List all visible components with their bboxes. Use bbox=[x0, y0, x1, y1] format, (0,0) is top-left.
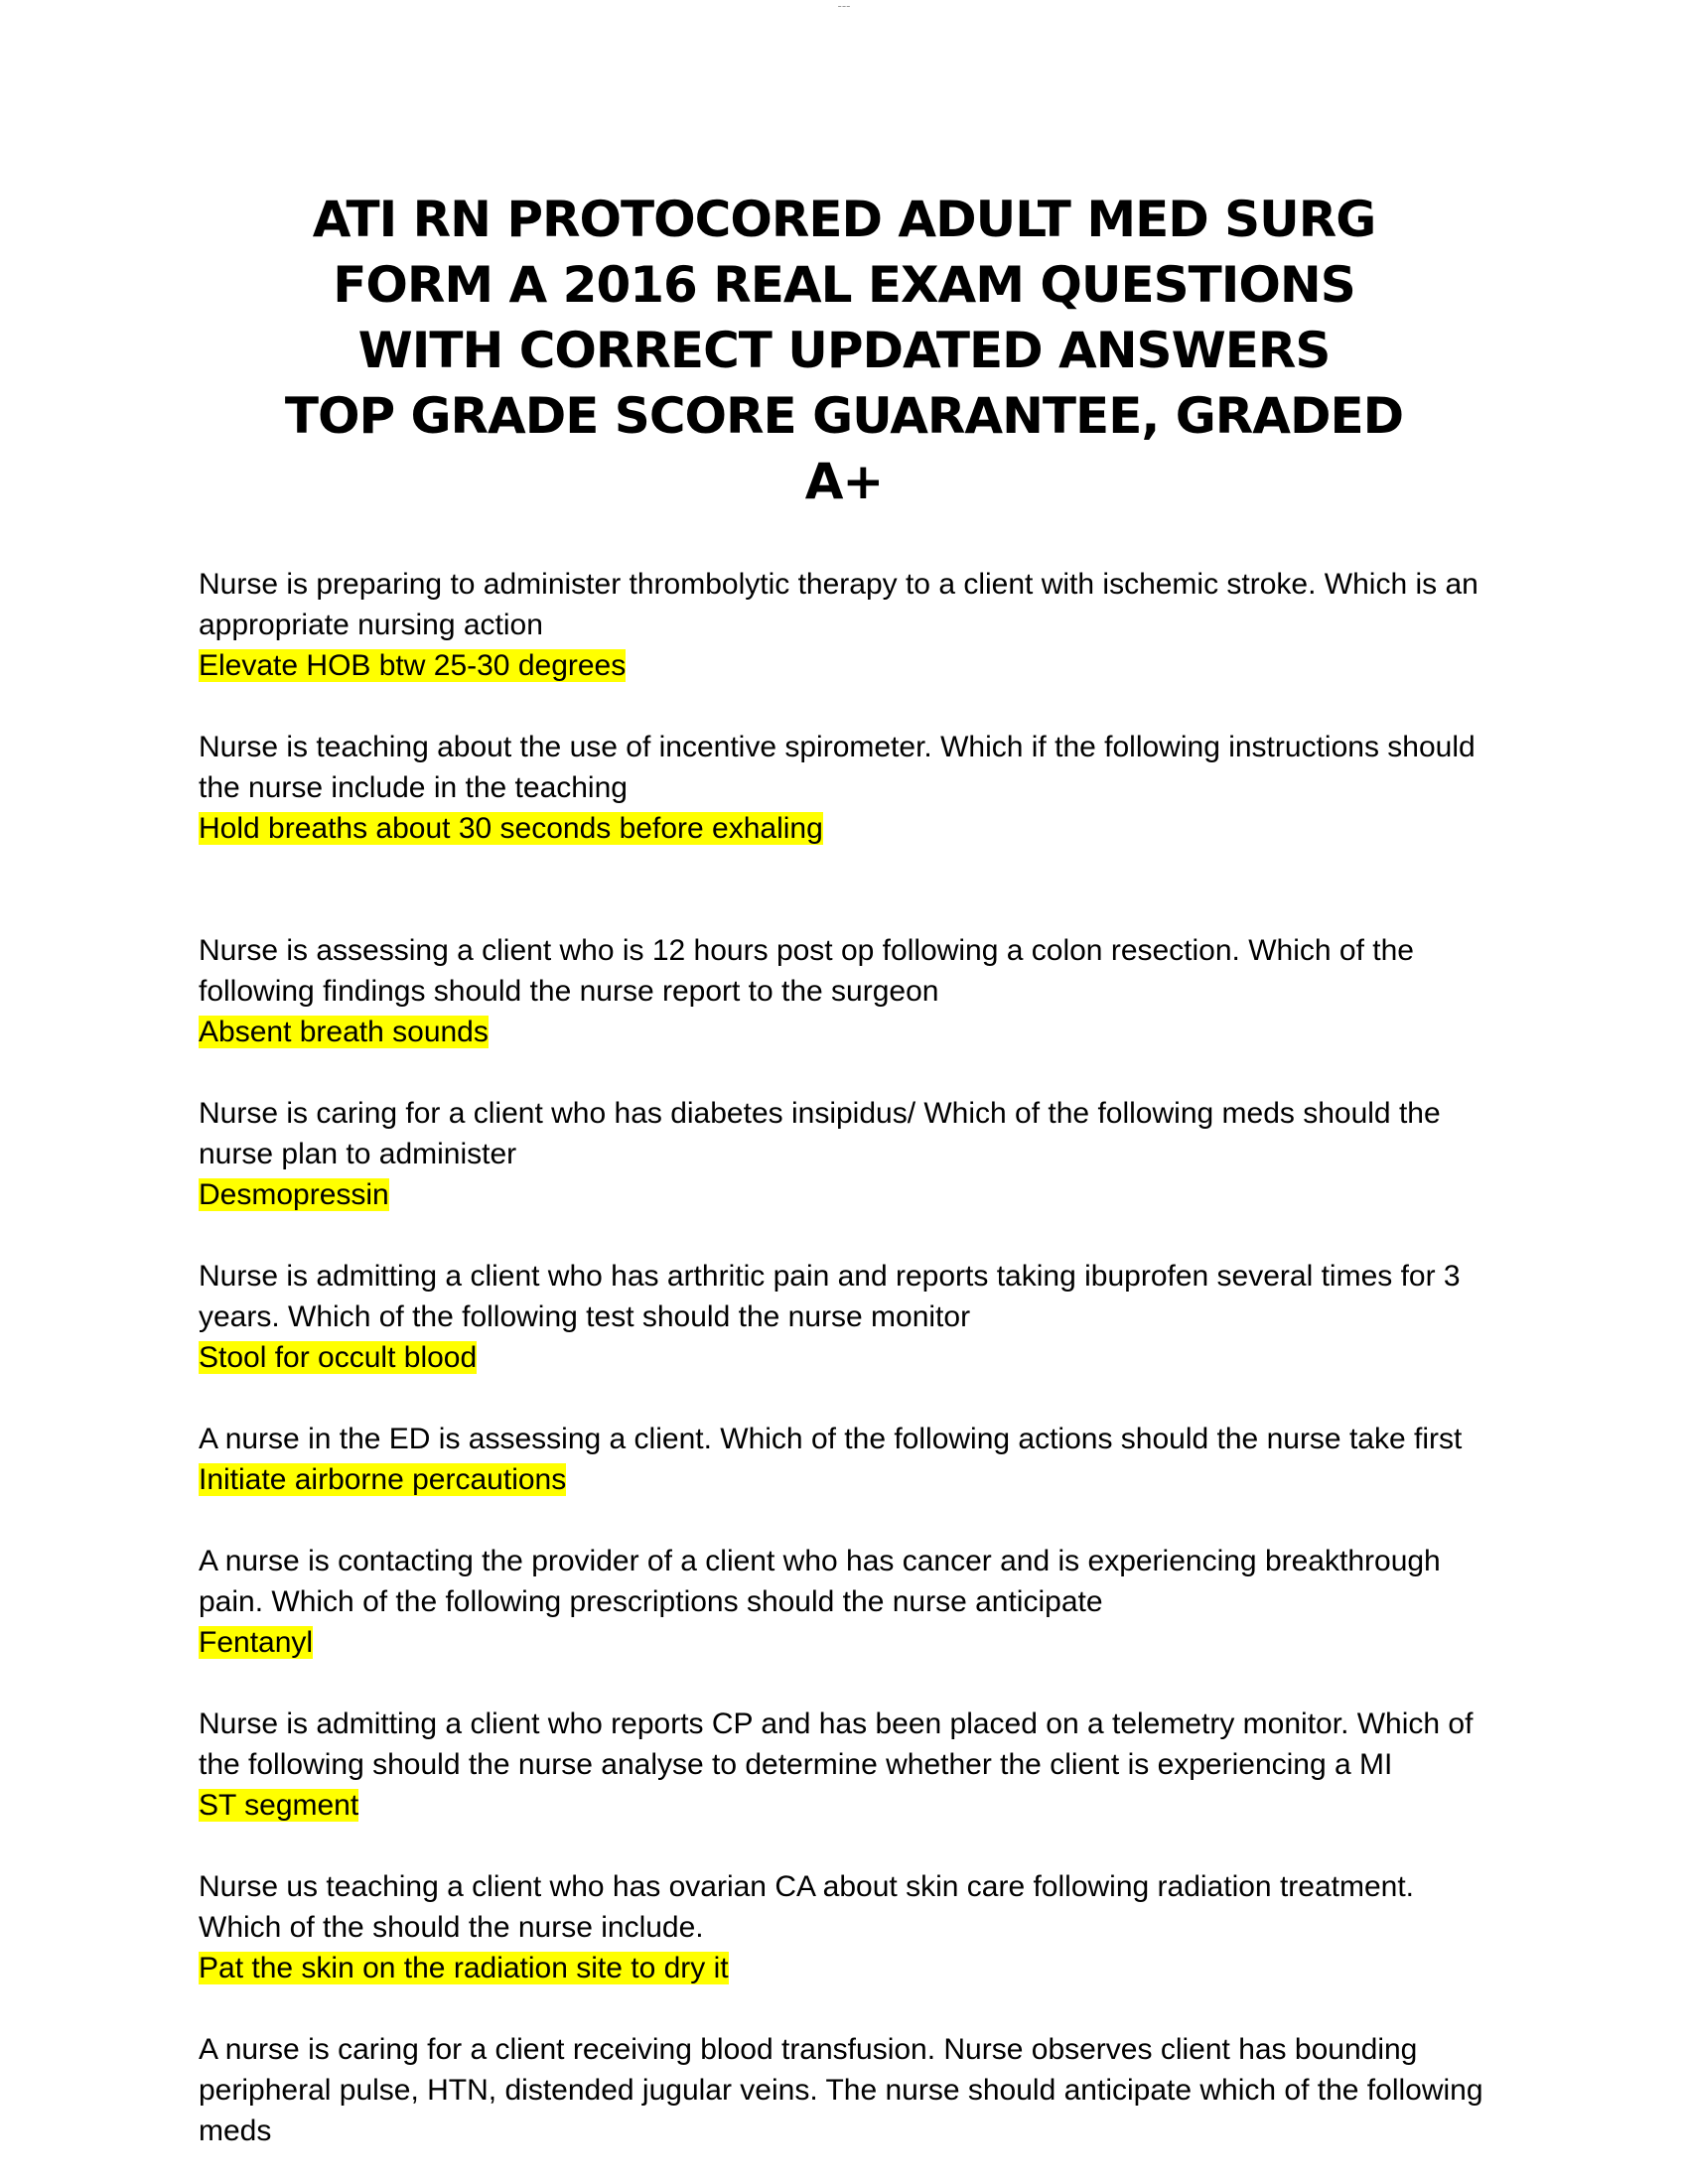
question-text: Nurse us teaching a client who has ovarian CA about skin care following radiation treatment. Which of the should the nurse include. bbox=[199, 1870, 1415, 1944]
answer-highlight: Desmopressin bbox=[199, 1178, 389, 1211]
question-text: Nurse is admitting a client who has arthritic pain and reports taking ibuprofen several times for 3 years. Which of the following test should the nurse monitor bbox=[199, 1260, 1461, 1333]
title-line: A+ bbox=[804, 453, 884, 510]
answer-highlight: Fentanyl bbox=[199, 1626, 314, 1659]
question-text: Nurse is preparing to administer thrombolytic therapy to a client with ischemic stroke. Which is an appropriate nursing action bbox=[199, 568, 1478, 641]
qa-item bbox=[199, 1541, 1489, 1663]
qa-item bbox=[199, 564, 1489, 686]
answer-highlight: Elevate HOB btw 25-30 degrees bbox=[199, 649, 627, 682]
question-text: A nurse is caring for a client receiving blood transfusion. Nurse observes client has bounding peripheral pulse, HTN, distended jugular veins. The nurse should anticipate which of the following meds bbox=[199, 2033, 1483, 2147]
document-title bbox=[159, 187, 1529, 514]
question-text: Nurse is admitting a client who reports CP and has been placed on a telemetry monitor. Which of the following should the nurse analyse to determine whether the client is experiencing a MI bbox=[199, 1707, 1474, 1781]
qa-item bbox=[199, 2029, 1489, 2151]
answer-highlight: Absent breath sounds bbox=[199, 1016, 489, 1048]
qa-item bbox=[199, 1256, 1489, 1378]
title-line: WITH CORRECT UPDATED ANSWERS bbox=[357, 322, 1331, 379]
answer-highlight: Initiate airborne percautions bbox=[199, 1463, 567, 1496]
title-line: ATI RN PROTOCORED ADULT MED SURG bbox=[312, 191, 1376, 248]
title-line: TOP GRADE SCORE GUARANTEE, GRADED bbox=[284, 387, 1404, 445]
question-text: Nurse is teaching about the use of incentive spirometer. Which if the following instructions should the nurse include in the teaching bbox=[199, 731, 1476, 804]
answer-highlight: Hold breaths about 30 seconds before exhaling bbox=[199, 812, 823, 845]
question-text: A nurse is contacting the provider of a client who has cancer and is experiencing breakthrough pain. Which of the following prescriptions should the nurse anticipate bbox=[199, 1545, 1441, 1618]
answer-highlight: Pat the skin on the radiation site to dry it bbox=[199, 1952, 729, 1984]
question-text: Nurse is caring for a client who has diabetes insipidus/ Which of the following meds should the nurse plan to administer bbox=[199, 1097, 1441, 1170]
qa-item bbox=[199, 1093, 1489, 1215]
title-line: FORM A 2016 REAL EXAM QUESTIONS bbox=[333, 256, 1355, 314]
qa-item bbox=[199, 1704, 1489, 1826]
question-answer-list bbox=[199, 564, 1489, 2151]
question-text: A nurse in the ED is assessing a client. Which of the following actions should the nurse take first bbox=[199, 1423, 1463, 1455]
page-top-mark: --- bbox=[837, 0, 851, 13]
qa-item bbox=[199, 1419, 1489, 1500]
answer-highlight: Stool for occult blood bbox=[199, 1341, 478, 1374]
qa-item bbox=[199, 930, 1489, 1052]
answer-highlight: ST segment bbox=[199, 1789, 359, 1822]
question-text: Nurse is assessing a client who is 12 hours post op following a colon resection. Which of the following findings should the nurse report to the surgeon bbox=[199, 934, 1414, 1008]
qa-item bbox=[199, 727, 1489, 849]
qa-item bbox=[199, 1866, 1489, 1988]
